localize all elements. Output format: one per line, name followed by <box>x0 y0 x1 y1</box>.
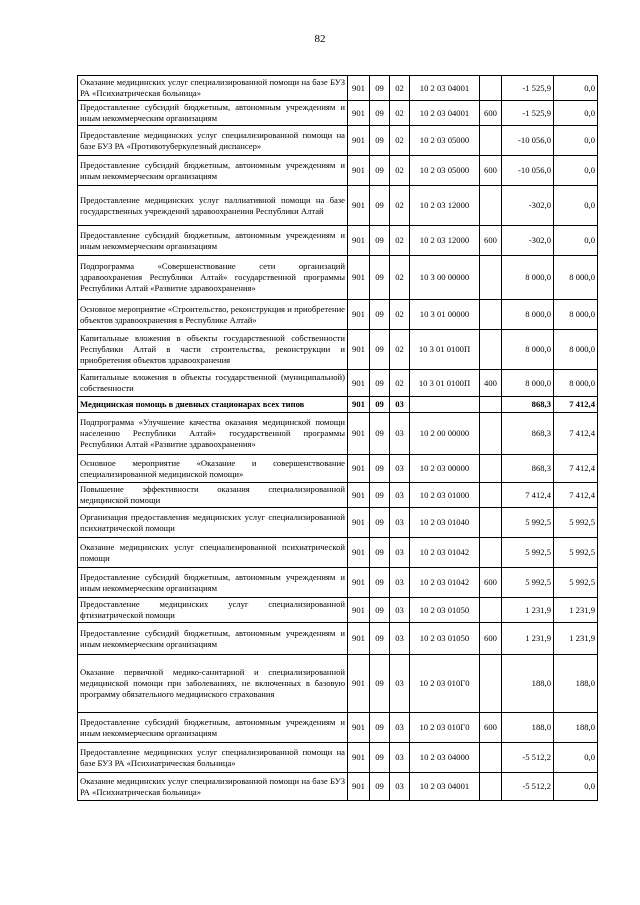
row-subsection: 03 <box>390 568 410 598</box>
row-section: 09 <box>370 773 390 801</box>
row-expense-type <box>480 483 502 508</box>
row-subsection: 03 <box>390 413 410 455</box>
row-subsection: 02 <box>390 226 410 256</box>
row-expense-type: 400 <box>480 370 502 397</box>
row-target-article: 10 2 03 12000 <box>410 186 480 226</box>
row-grbs: 901 <box>348 713 370 743</box>
row-name: Повышение эффективности оказания специализированной медицинской помощи <box>78 483 348 508</box>
row-sum-total: 0,0 <box>554 126 598 156</box>
row-sum-change: 5 992,5 <box>502 508 554 538</box>
row-sum-change: 188,0 <box>502 713 554 743</box>
row-grbs: 901 <box>348 126 370 156</box>
row-expense-type <box>480 300 502 330</box>
row-sum-total: 7 412,4 <box>554 413 598 455</box>
row-grbs: 901 <box>348 186 370 226</box>
row-sum-change: 5 992,5 <box>502 568 554 598</box>
row-expense-type: 600 <box>480 713 502 743</box>
row-sum-total: 1 231,9 <box>554 623 598 655</box>
row-grbs: 901 <box>348 483 370 508</box>
row-sum-total: 7 412,4 <box>554 397 598 413</box>
row-target-article: 10 2 03 05000 <box>410 126 480 156</box>
row-expense-type <box>480 397 502 413</box>
row-sum-change: -302,0 <box>502 186 554 226</box>
row-sum-change: 8 000,0 <box>502 330 554 370</box>
row-sum-total: 8 000,0 <box>554 256 598 300</box>
row-grbs: 901 <box>348 413 370 455</box>
row-grbs: 901 <box>348 508 370 538</box>
row-name: Медицинская помощь в дневных стационарах всех типов <box>78 397 348 413</box>
row-sum-change: -1 525,9 <box>502 76 554 101</box>
row-target-article: 10 2 03 00000 <box>410 455 480 483</box>
row-expense-type <box>480 455 502 483</box>
table-row <box>78 76 598 101</box>
row-name: Организация предоставления медицинских услуг специализированной психиатрической помощи <box>78 508 348 538</box>
row-sum-total: 1 231,9 <box>554 598 598 623</box>
row-expense-type <box>480 598 502 623</box>
row-section: 09 <box>370 413 390 455</box>
row-subsection: 03 <box>390 623 410 655</box>
table-row <box>78 126 598 156</box>
row-subsection: 02 <box>390 186 410 226</box>
row-name: Оказание медицинских услуг специализированной помощи на базе БУЗ РА «Психиатрическая больница» <box>78 76 348 101</box>
row-section: 09 <box>370 483 390 508</box>
row-sum-total: 7 412,4 <box>554 483 598 508</box>
row-sum-change: -5 512,2 <box>502 743 554 773</box>
table-row <box>78 713 598 743</box>
row-sum-total: 0,0 <box>554 226 598 256</box>
row-sum-total: 8 000,0 <box>554 330 598 370</box>
row-target-article: 10 2 03 04000 <box>410 743 480 773</box>
row-section: 09 <box>370 370 390 397</box>
row-grbs: 901 <box>348 743 370 773</box>
row-target-article: 10 2 03 01050 <box>410 598 480 623</box>
row-subsection: 03 <box>390 508 410 538</box>
row-subsection: 03 <box>390 713 410 743</box>
row-sum-change: 8 000,0 <box>502 300 554 330</box>
row-grbs: 901 <box>348 655 370 713</box>
row-target-article: 10 2 03 04001 <box>410 101 480 126</box>
row-subsection: 02 <box>390 76 410 101</box>
table-row <box>78 455 598 483</box>
row-section: 09 <box>370 126 390 156</box>
row-name: Подпрограмма «Совершенствование сети организаций здравоохранения Республики Алтай» государственной программы Республики Алтай «Развитие здравоохранения» <box>78 256 348 300</box>
row-sum-total: 5 992,5 <box>554 538 598 568</box>
row-grbs: 901 <box>348 156 370 186</box>
row-sum-change: 868,3 <box>502 455 554 483</box>
row-section: 09 <box>370 455 390 483</box>
row-target-article: 10 3 00 00000 <box>410 256 480 300</box>
row-sum-change: -302,0 <box>502 226 554 256</box>
row-sum-change: 8 000,0 <box>502 370 554 397</box>
row-section: 09 <box>370 713 390 743</box>
row-section: 09 <box>370 76 390 101</box>
row-section: 09 <box>370 226 390 256</box>
row-sum-change: 5 992,5 <box>502 538 554 568</box>
row-sum-change: 8 000,0 <box>502 256 554 300</box>
row-sum-change: 868,3 <box>502 413 554 455</box>
row-target-article: 10 2 03 01040 <box>410 508 480 538</box>
row-grbs: 901 <box>348 773 370 801</box>
table-row <box>78 568 598 598</box>
row-name: Предоставление субсидий бюджетным, автономным учреждениям и иным некоммерческим организациям <box>78 101 348 126</box>
row-target-article: 10 3 01 0100П <box>410 370 480 397</box>
row-name: Предоставление субсидий бюджетным, автономным учреждениям и иным некоммерческим организациям <box>78 568 348 598</box>
row-target-article <box>410 397 480 413</box>
row-name: Оказание медицинских услуг специализированной помощи на базе БУЗ РА «Психиатрическая больница» <box>78 773 348 801</box>
row-name: Оказание первичной медико-санитарной и специализированной медицинской помощи при заболеваниях, не включенных в базовую программу обязательного медицинского страхования <box>78 655 348 713</box>
row-subsection: 02 <box>390 126 410 156</box>
row-grbs: 901 <box>348 455 370 483</box>
row-name: Предоставление субсидий бюджетным, автономным учреждениям и иным некоммерческим организациям <box>78 713 348 743</box>
row-expense-type <box>480 256 502 300</box>
row-sum-change: 1 231,9 <box>502 598 554 623</box>
row-grbs: 901 <box>348 568 370 598</box>
row-section: 09 <box>370 598 390 623</box>
row-sum-total: 0,0 <box>554 743 598 773</box>
table-row <box>78 370 598 397</box>
row-expense-type <box>480 743 502 773</box>
row-name: Оказание медицинских услуг специализированной психиатрической помощи <box>78 538 348 568</box>
row-expense-type <box>480 76 502 101</box>
row-sum-change: 868,3 <box>502 397 554 413</box>
row-subsection: 03 <box>390 538 410 568</box>
row-target-article: 10 2 03 01050 <box>410 623 480 655</box>
row-section: 09 <box>370 256 390 300</box>
row-name: Предоставление субсидий бюджетным, автономным учреждениям и иным некоммерческим организациям <box>78 226 348 256</box>
table-row <box>78 226 598 256</box>
row-section: 09 <box>370 186 390 226</box>
table-row <box>78 598 598 623</box>
table-row <box>78 397 598 413</box>
table-row <box>78 413 598 455</box>
row-expense-type <box>480 413 502 455</box>
row-grbs: 901 <box>348 397 370 413</box>
row-sum-change: 188,0 <box>502 655 554 713</box>
page-number: 82 <box>314 33 326 45</box>
row-expense-type: 600 <box>480 568 502 598</box>
row-subsection: 03 <box>390 598 410 623</box>
row-subsection: 03 <box>390 655 410 713</box>
row-subsection: 03 <box>390 773 410 801</box>
row-sum-total: 7 412,4 <box>554 455 598 483</box>
budget-table <box>77 75 598 801</box>
row-target-article: 10 2 03 010Г0 <box>410 713 480 743</box>
row-expense-type <box>480 538 502 568</box>
row-section: 09 <box>370 330 390 370</box>
table-row <box>78 156 598 186</box>
table-row <box>78 538 598 568</box>
row-target-article: 10 2 03 12000 <box>410 226 480 256</box>
row-grbs: 901 <box>348 538 370 568</box>
table-row <box>78 256 598 300</box>
row-sum-total: 5 992,5 <box>554 508 598 538</box>
row-section: 09 <box>370 623 390 655</box>
row-target-article: 10 2 03 04001 <box>410 773 480 801</box>
row-section: 09 <box>370 397 390 413</box>
row-sum-change: -10 056,0 <box>502 156 554 186</box>
row-subsection: 02 <box>390 256 410 300</box>
row-section: 09 <box>370 538 390 568</box>
row-name: Предоставление субсидий бюджетным, автономным учреждениям и иным некоммерческим организациям <box>78 623 348 655</box>
row-subsection: 02 <box>390 330 410 370</box>
row-section: 09 <box>370 508 390 538</box>
row-grbs: 901 <box>348 598 370 623</box>
row-target-article: 10 2 03 01000 <box>410 483 480 508</box>
row-sum-total: 188,0 <box>554 713 598 743</box>
row-name: Предоставление медицинских услуг специализированной фтизиатрической помощи <box>78 598 348 623</box>
row-section: 09 <box>370 300 390 330</box>
row-sum-total: 0,0 <box>554 773 598 801</box>
row-target-article: 10 2 03 04001 <box>410 76 480 101</box>
row-subsection: 03 <box>390 455 410 483</box>
row-grbs: 901 <box>348 226 370 256</box>
row-sum-change: -10 056,0 <box>502 126 554 156</box>
row-sum-change: 7 412,4 <box>502 483 554 508</box>
row-expense-type <box>480 508 502 538</box>
row-expense-type: 600 <box>480 623 502 655</box>
row-sum-change: 1 231,9 <box>502 623 554 655</box>
row-target-article: 10 2 03 01042 <box>410 538 480 568</box>
row-subsection: 02 <box>390 101 410 126</box>
row-name: Капитальные вложения в объекты государственной собственности Республики Алтай в части строительства, реконструкции и приобретения объектов здравоохранения <box>78 330 348 370</box>
row-sum-total: 8 000,0 <box>554 370 598 397</box>
row-target-article: 10 2 03 05000 <box>410 156 480 186</box>
row-sum-total: 8 000,0 <box>554 300 598 330</box>
row-grbs: 901 <box>348 370 370 397</box>
row-grbs: 901 <box>348 623 370 655</box>
row-grbs: 901 <box>348 76 370 101</box>
row-name: Основное мероприятие «Оказание и совершенствование специализированной медицинской помощи» <box>78 455 348 483</box>
row-target-article: 10 2 03 010Г0 <box>410 655 480 713</box>
row-subsection: 03 <box>390 397 410 413</box>
row-grbs: 901 <box>348 101 370 126</box>
row-section: 09 <box>370 655 390 713</box>
row-name: Предоставление субсидий бюджетным, автономным учреждениям и иным некоммерческим организациям <box>78 156 348 186</box>
table-row <box>78 743 598 773</box>
table-row <box>78 655 598 713</box>
row-subsection: 03 <box>390 483 410 508</box>
row-target-article: 10 3 01 0100П <box>410 330 480 370</box>
row-name: Предоставление медицинских услуг специализированной помощи на базе БУЗ РА «Психиатрическая больница» <box>78 743 348 773</box>
table-row <box>78 101 598 126</box>
row-subsection: 02 <box>390 300 410 330</box>
row-sum-total: 0,0 <box>554 76 598 101</box>
row-sum-total: 5 992,5 <box>554 568 598 598</box>
table-row <box>78 186 598 226</box>
row-sum-total: 0,0 <box>554 186 598 226</box>
table-row <box>78 508 598 538</box>
row-sum-total: 0,0 <box>554 101 598 126</box>
table-row <box>78 623 598 655</box>
row-expense-type: 600 <box>480 101 502 126</box>
row-sum-total: 0,0 <box>554 156 598 186</box>
row-subsection: 02 <box>390 370 410 397</box>
row-target-article: 10 3 01 00000 <box>410 300 480 330</box>
row-sum-change: -1 525,9 <box>502 101 554 126</box>
row-subsection: 03 <box>390 743 410 773</box>
row-target-article: 10 2 00 00000 <box>410 413 480 455</box>
row-expense-type <box>480 186 502 226</box>
row-sum-total: 188,0 <box>554 655 598 713</box>
table-row <box>78 483 598 508</box>
row-expense-type <box>480 330 502 370</box>
row-section: 09 <box>370 568 390 598</box>
row-expense-type: 600 <box>480 226 502 256</box>
table-row <box>78 300 598 330</box>
row-name: Капитальные вложения в объекты государственной (муниципальной) собственности <box>78 370 348 397</box>
row-expense-type: 600 <box>480 156 502 186</box>
row-grbs: 901 <box>348 330 370 370</box>
row-subsection: 02 <box>390 156 410 186</box>
row-name: Предоставление медицинских услуг специализированной помощи на базе БУЗ РА «Противотуберкулезный диспансер» <box>78 126 348 156</box>
row-name: Предоставление медицинских услуг паллиативной помощи на базе государственных учреждений здравоохранения Республики Алтай <box>78 186 348 226</box>
row-sum-change: -5 512,2 <box>502 773 554 801</box>
row-expense-type <box>480 655 502 713</box>
row-section: 09 <box>370 743 390 773</box>
row-section: 09 <box>370 156 390 186</box>
row-grbs: 901 <box>348 300 370 330</box>
row-grbs: 901 <box>348 256 370 300</box>
row-target-article: 10 2 03 01042 <box>410 568 480 598</box>
row-name: Основное мероприятие «Строительство, реконструкция и приобретение объектов здравоохранения в Республике Алтай» <box>78 300 348 330</box>
row-name: Подпрограмма «Улучшение качества оказания медицинской помощи населению Республики Алтай» государственной программы Республики Алтай «Развитие здравоохранения» <box>78 413 348 455</box>
row-expense-type <box>480 773 502 801</box>
table-row <box>78 330 598 370</box>
row-section: 09 <box>370 101 390 126</box>
row-expense-type <box>480 126 502 156</box>
table-row <box>78 773 598 801</box>
